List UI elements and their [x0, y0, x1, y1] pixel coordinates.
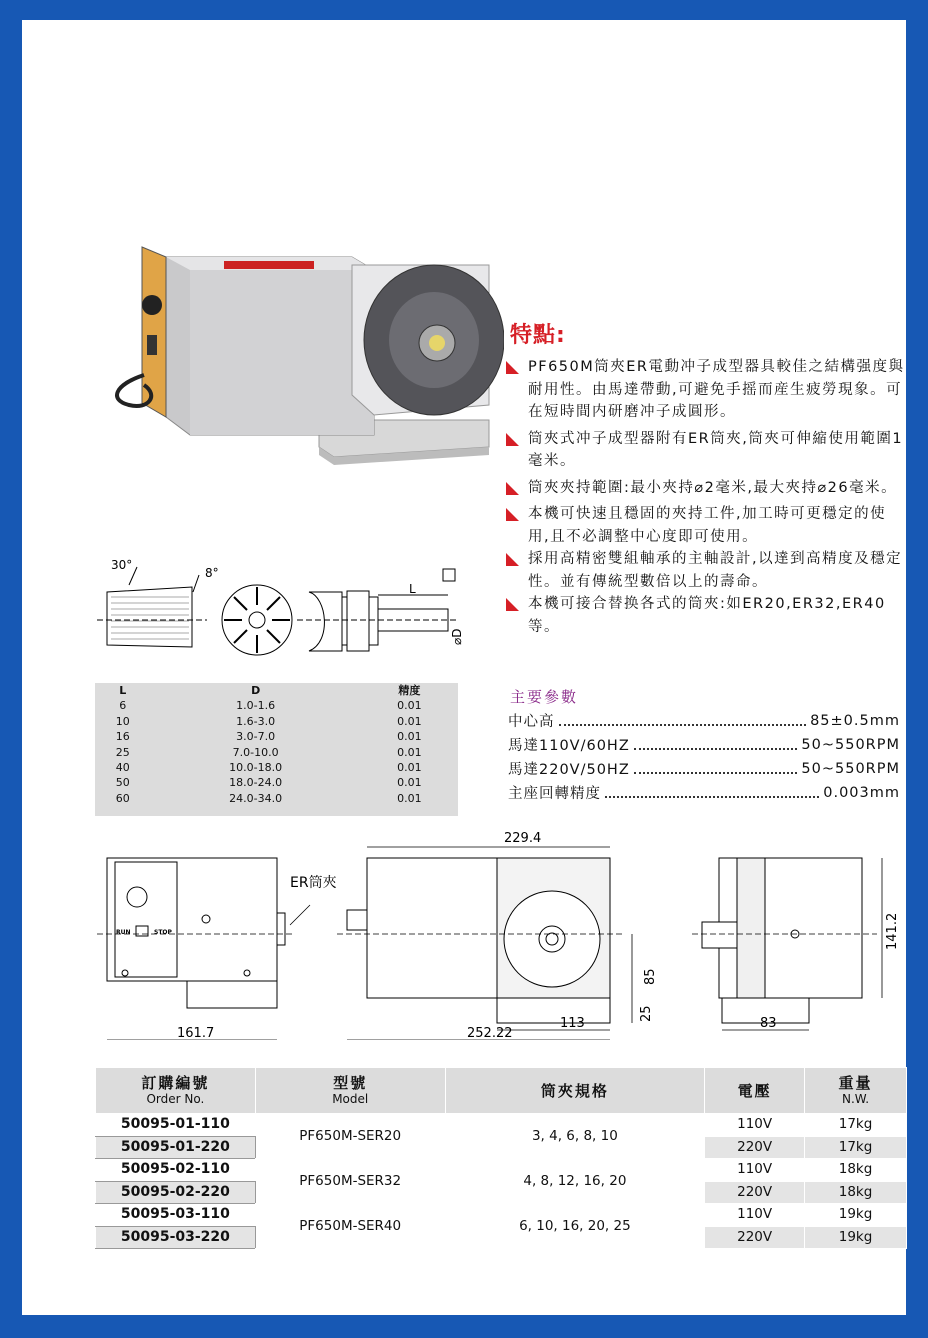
angle-8-label: 8° [205, 566, 219, 580]
order-code: 50095-01-110 [96, 1114, 256, 1137]
voltage-cell: 110V [705, 1204, 805, 1227]
weight-cell: 18kg [805, 1159, 907, 1182]
param-label: 馬達110V/60HZ [508, 738, 630, 754]
spec-cell: 10 [115, 714, 130, 728]
param-value: 0.003mm [823, 784, 900, 801]
technical-drawing [92, 825, 902, 1040]
collet-spec-table [95, 683, 458, 816]
table-row [95, 791, 458, 806]
spec-cell: 0.01 [397, 714, 422, 728]
voltage-cell: 220V [705, 1181, 805, 1204]
triangle-bullet-icon [506, 482, 519, 495]
dim-top-label: 229.4 [504, 831, 542, 846]
collet-spec-cell: 4, 8, 12, 16, 20 [445, 1159, 705, 1204]
dim-left-width-label: 161.7 [177, 1026, 215, 1040]
dim-h25-label: 25 [639, 1005, 654, 1022]
collet-diagram [97, 547, 467, 657]
spec-cell: 1.0-1.6 [236, 699, 276, 713]
model-cell: PF650M-SER20 [255, 1114, 445, 1159]
spec-header-d: D [251, 684, 261, 697]
feature-text: 筒夾夾持範圍:最小夾持⌀2毫米,最大夾持⌀26毫米。 [528, 479, 898, 496]
spec-cell: 0.01 [397, 730, 422, 744]
triangle-bullet-icon [506, 361, 519, 374]
weight-cell: 17kg [805, 1114, 907, 1137]
voltage-cell: 110V [705, 1114, 805, 1137]
param-label: 中心高 [508, 714, 555, 730]
order-code: 50095-02-110 [96, 1159, 256, 1182]
stop-label: STOP [154, 929, 172, 936]
param-row [508, 758, 900, 779]
weight-cell: 18kg [805, 1181, 907, 1204]
dim-l-label: L [409, 582, 416, 596]
order-header-code: 訂購編號 Order No. [96, 1068, 256, 1114]
table-row [95, 745, 458, 760]
spec-cell: 60 [115, 791, 130, 805]
feature-text: PF650M筒夾ER電動冲子成型器具較佳之結構强度與耐用性。由馬達帶動,可避免手摇而産生疲勞現象。可在短時間内研磨冲子成圓形。 [528, 359, 905, 420]
table-row [95, 698, 458, 713]
weight-cell: 17kg [805, 1136, 907, 1159]
dim-mid-inner-label: 113 [560, 1016, 585, 1031]
param-row [508, 782, 900, 803]
param-value: 85±0.5mm [810, 712, 900, 729]
param-value: 50~550RPM [801, 760, 900, 777]
model-cell: PF650M-SER32 [255, 1159, 445, 1204]
features-list [506, 356, 906, 638]
table-row [96, 1204, 907, 1227]
voltage-cell: 220V [705, 1136, 805, 1159]
spec-cell: 6 [119, 699, 127, 713]
voltage-cell: 220V [705, 1226, 805, 1249]
spec-cell: 25 [115, 745, 130, 759]
dim-d-label: ⌀D [450, 628, 464, 645]
spec-cell: 0.01 [397, 745, 422, 759]
param-value: 50~550RPM [801, 736, 900, 753]
feature-text: 採用高精密雙組軸承的主軸設計,以達到高精度及穩定性。並有傳統型數倍以上的壽命。 [528, 551, 903, 590]
spec-cell: 10.0-18.0 [229, 761, 283, 775]
order-table [95, 1067, 907, 1249]
spec-cell: 1.6-3.0 [236, 714, 276, 728]
voltage-cell: 110V [705, 1159, 805, 1182]
table-row [95, 729, 458, 744]
collet-icon [429, 335, 445, 351]
weight-cell: 19kg [805, 1204, 907, 1227]
table-row [95, 714, 458, 729]
spec-cell: 3.0-7.0 [236, 730, 276, 744]
spec-cell: 40 [115, 761, 130, 775]
table-row [96, 1114, 907, 1137]
triangle-bullet-icon [506, 508, 519, 521]
dim-right-height-label: 141.2 [885, 912, 900, 950]
order-header-weight: 重量 N.W. [805, 1068, 907, 1114]
dim-h85-label: 85 [643, 968, 658, 985]
feature-text: 本機可接合替换各式的筒夾:如ER20,ER32,ER40等。 [528, 596, 886, 635]
feature-text: 筒夾式冲子成型器附有ER筒夾,筒夾可伸縮使用範圍1毫米。 [528, 430, 904, 469]
order-header-voltage: 電壓 [705, 1068, 805, 1114]
spec-cell: 18.0-24.0 [229, 776, 283, 790]
list-item [506, 503, 906, 548]
spec-cell: 16 [115, 730, 130, 744]
spec-cell: 24.0-34.0 [229, 791, 283, 805]
spec-cell: 50 [115, 776, 130, 790]
order-code: 50095-03-220 [96, 1226, 256, 1249]
list-item [506, 477, 906, 500]
order-code: 50095-03-110 [96, 1204, 256, 1227]
angle-30-label: 30° [111, 558, 133, 572]
switch-icon [147, 335, 157, 355]
order-code: 50095-02-220 [96, 1181, 256, 1204]
spec-cell: 0.01 [397, 791, 422, 805]
weight-cell: 19kg [805, 1226, 907, 1249]
model-cell: PF650M-SER40 [255, 1204, 445, 1249]
table-row [95, 775, 458, 790]
list-item [506, 593, 906, 638]
triangle-bullet-icon [506, 598, 519, 611]
order-header-spec: 筒夾規格 [445, 1068, 705, 1114]
spec-cell: 0.01 [397, 761, 422, 775]
collet-spec-cell: 3, 4, 6, 8, 10 [445, 1114, 705, 1159]
param-label: 主座回轉精度 [508, 786, 601, 802]
run-label: RUN [116, 929, 131, 936]
param-row [508, 710, 900, 731]
feature-text: 本機可快速且穩固的夾持工件,加工時可更穩定的使用,且不必調整中心度即可使用。 [528, 506, 887, 545]
spec-cell: 7.0-10.0 [232, 745, 279, 759]
param-label: 馬達220V/50HZ [508, 762, 630, 778]
list-item [506, 548, 906, 593]
triangle-bullet-icon [506, 553, 519, 566]
list-item [506, 356, 906, 424]
brand-label-icon [224, 261, 314, 269]
param-row [508, 734, 900, 755]
triangle-bullet-icon [506, 433, 519, 446]
dim-mid-width-label: 252.22 [467, 1026, 513, 1040]
product-photo [104, 225, 504, 470]
params-title: 主要參數 [510, 688, 579, 706]
collet-callout-label: ER筒夾 [290, 875, 337, 891]
spec-header-precision: 精度 [398, 684, 421, 697]
features-title: 特點: [510, 323, 566, 348]
dim-right-width-label: 83 [760, 1016, 777, 1031]
table-row [95, 760, 458, 775]
order-code: 50095-01-220 [96, 1136, 256, 1159]
collet-spec-cell: 6, 10, 16, 20, 25 [445, 1204, 705, 1249]
order-header-model: 型號 Model [255, 1068, 445, 1114]
table-row [96, 1159, 907, 1182]
spec-header-l: L [119, 684, 127, 697]
list-item [506, 428, 906, 473]
catalog-page [22, 20, 906, 1315]
spec-cell: 0.01 [397, 699, 422, 713]
knob-icon [142, 295, 162, 315]
spec-cell: 0.01 [397, 776, 422, 790]
